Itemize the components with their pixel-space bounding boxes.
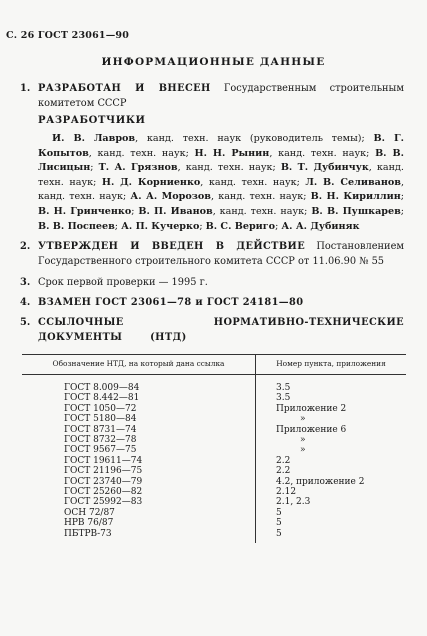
table-row — [22, 404, 406, 414]
document-cell: ГОСТ 1050—72 — [22, 404, 256, 414]
page-header: С. 26 ГОСТ 23061—90 — [6, 30, 130, 41]
document-cell: ГОСТ 19611—74 — [22, 456, 256, 466]
table-row — [22, 497, 406, 507]
author-name: В. Н. Кириллин — [310, 191, 401, 203]
author-name: В. Г. Копытов — [38, 133, 404, 159]
author-name: Л. В. Селиванов — [305, 176, 401, 188]
table-row — [22, 477, 406, 487]
table-row — [22, 393, 406, 403]
clause-cell: 5 — [276, 528, 282, 539]
author-info: ; — [400, 205, 404, 217]
author-info: , канд. техн. наук; — [177, 162, 281, 174]
author-name: В. В. Пушкарев — [311, 205, 401, 217]
table-row — [22, 435, 406, 445]
section-text: Государственным строительным комитетом СССР — [38, 83, 404, 109]
author-name: В. С. Вериго — [205, 220, 276, 232]
clause-cell: » — [300, 414, 306, 425]
table-row — [22, 425, 406, 435]
author-name: Н. Н. Рынин — [194, 147, 270, 159]
section-text: Срок первой проверки — 1995 г. — [38, 277, 208, 288]
section-text: Постановлением Государственного строительного комитета СССР от 11.06.90 № 55 — [38, 241, 404, 267]
document-cell: ГОСТ 8.442—81 — [22, 393, 256, 403]
document-cell: ГОСТ 5180—84 — [22, 414, 256, 424]
section-number: 2. — [20, 241, 31, 252]
section-3 — [20, 276, 404, 291]
page-title: ИНФОРМАЦИОННЫЕ ДАННЫЕ — [101, 56, 326, 68]
author-name: Н. Д. Корниенко — [101, 176, 201, 188]
author-name: А. А. Дубиняк — [281, 220, 360, 232]
author-info: , канд. техн. наук; — [88, 147, 195, 159]
author-info: , канд. техн. наук; — [269, 147, 376, 159]
clause-cell: 2.1, 2.3 — [276, 497, 311, 508]
table-row — [22, 414, 406, 424]
document-cell: ГОСТ 8732—78 — [22, 435, 256, 445]
developers-heading: РАЗРАБОТЧИКИ — [38, 115, 146, 126]
document-cell: ПБТРВ-73 — [22, 529, 256, 543]
table-row — [22, 466, 406, 476]
document-cell: ГОСТ 25260—82 — [22, 487, 256, 497]
section-heading: ВЗАМЕН ГОСТ 23061—78 и ГОСТ 24181—80 — [38, 297, 304, 308]
author-info: , канд. техн. наук; — [38, 162, 404, 188]
section-heading: РАЗРАБОТАН И ВНЕСЕН — [38, 83, 211, 94]
clause-cell: 2.2 — [276, 466, 291, 477]
document-cell: ГОСТ 9567—75 — [22, 445, 256, 455]
table-row — [22, 508, 406, 518]
author-info: ; — [114, 220, 122, 232]
clause-cell: » — [300, 435, 306, 446]
document-cell: ГОСТ 8.009—84 — [22, 375, 256, 394]
author-info: ; — [275, 220, 282, 232]
clause-cell: 3.5 — [276, 383, 291, 393]
author-name: В. Н. Гринченко — [38, 205, 132, 217]
clause-cell: 2.12 — [276, 487, 297, 498]
author-name: В. В. Лисицын — [38, 147, 404, 174]
author-info: ; — [400, 191, 404, 203]
author-name: В. В. Поспеев — [38, 220, 115, 232]
section-number: 5. — [20, 317, 31, 328]
table-row — [22, 487, 406, 497]
document-cell: ГОСТ 25992—83 — [22, 497, 256, 507]
author-name: Т. А. Грязнов — [98, 162, 178, 174]
author-name: В. Т. Дубинчук — [280, 162, 369, 174]
table-row — [22, 445, 406, 455]
references-table — [22, 354, 406, 543]
clause-cell: 3.5 — [276, 393, 291, 404]
column-header-document: Обозначение НТД, на который дана ссылка — [22, 355, 256, 375]
section-4 — [20, 296, 404, 311]
section-2 — [20, 240, 404, 269]
author-info: , канд. техн. наук; — [212, 205, 312, 217]
document-cell: НРВ 76/87 — [22, 518, 256, 528]
section-number: 3. — [20, 277, 31, 288]
document-cell: ГОСТ 23740—79 — [22, 477, 256, 487]
document-cell: ГОСТ 21196—75 — [22, 466, 256, 476]
author-name: В. П. Иванов — [138, 205, 213, 217]
author-info: ; — [199, 220, 206, 232]
column-header-clause: Номер пункта, приложения — [256, 355, 407, 375]
document-cell: ГОСТ 8731—74 — [22, 425, 256, 435]
section-5 — [20, 316, 404, 345]
clause-cell: » — [300, 445, 306, 456]
author-info: , канд. техн. наук; — [38, 176, 404, 203]
clause-cell: Приложение 2 — [276, 403, 347, 414]
section-heading: ССЫЛОЧНЫЕ НОРМАТИВНО-ТЕХНИЧЕСКИЕ ДОКУМЕНТЫ (НТД) — [38, 317, 404, 343]
section-heading: УТВЕРЖДЕН И ВВЕДЕН В ДЕЙСТВИЕ — [38, 241, 306, 252]
table-row — [22, 375, 406, 394]
author-info: , канд. техн. наук; — [210, 191, 311, 203]
table-row — [22, 529, 406, 543]
authors-list — [38, 132, 404, 234]
author-info: ; — [131, 205, 139, 217]
clause-cell: 4.2, приложение 2 — [276, 476, 365, 487]
author-info: , канд. техн. наук (руководитель темы); — [135, 133, 374, 144]
author-name: И. В. Лавров — [52, 133, 136, 144]
document-cell: ОСН 72/87 — [22, 508, 256, 518]
author-name: А. А. Морозов — [130, 191, 211, 203]
clause-cell: 5 — [276, 518, 282, 529]
author-info: ; — [90, 162, 99, 174]
clause-cell: Приложение 6 — [276, 424, 347, 435]
section-1 — [20, 82, 404, 111]
author-info: , канд. техн. наук; — [200, 176, 306, 188]
author-name: А. П. Кучерко — [121, 220, 200, 232]
section-number: 4. — [20, 297, 31, 308]
clause-cell: 2.2 — [276, 455, 291, 466]
section-number: 1. — [20, 83, 31, 94]
clause-cell: 5 — [276, 507, 282, 518]
table-row — [22, 456, 406, 466]
table-row — [22, 518, 406, 528]
